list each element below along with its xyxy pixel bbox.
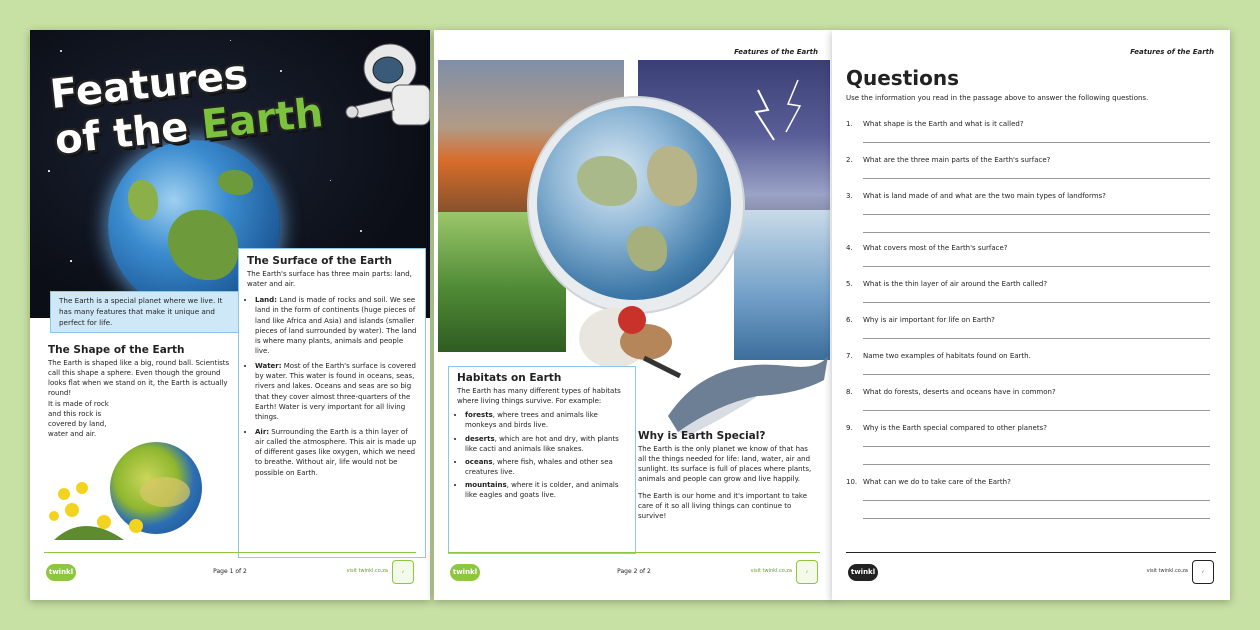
surface-section (238, 248, 426, 558)
habitat-item: • deserts, which are hot and dry, with plants like cacti and animals like snakes. (465, 434, 627, 454)
surface-heading: The Surface of the Earth (247, 255, 392, 267)
quality-badge-icon: ✓ (392, 560, 414, 584)
habitats-heading: Habitats on Earth (457, 372, 562, 384)
question-text: What are the three main parts of the Earth's surface? (863, 156, 1051, 164)
answer-line[interactable] (863, 374, 1210, 375)
question-text: Why is air important for life on Earth? (863, 316, 995, 324)
habitats-intro: The Earth has many different types of habitats where living things survive. For example: (457, 387, 621, 406)
question-text: What is the thin layer of air around the Earth called? (863, 280, 1048, 288)
surface-item-air: • Air: Surrounding the Earth is a thin layer of air called the atmosphere. This air is made up of different gases like oxygen, which we need to breathe. Without air, life would not be possible on Earth. (255, 427, 417, 478)
page-header: Features of the Earth (1130, 48, 1214, 56)
visit-link[interactable]: visit twinkl.co.za (346, 568, 388, 574)
question-text: Why is the Earth special compared to other planets? (863, 424, 1047, 432)
quality-badge-icon: ✓ (796, 560, 818, 584)
shape-text: The Earth is shaped like a big, round ball. Scientists call this shape a sphere. Even though the ground looks flat when we stand on it, the Earth is actually round! (48, 359, 230, 398)
why-section (638, 430, 818, 527)
worksheet-page-3 (832, 30, 1230, 600)
habitat-item: • mountains, where it is colder, and animals like eagles and goats live. (465, 480, 627, 500)
answer-line[interactable] (863, 446, 1210, 447)
why-paragraph-2: The Earth is our home and it's important to take care of it so all living things can continue to survive! (638, 491, 808, 520)
twinkl-logo: twinkl (450, 564, 480, 581)
question-number: 2. (846, 156, 853, 164)
page-number: Page 2 of 2 (617, 568, 651, 575)
habitats-section (448, 366, 636, 554)
question-number: 8. (846, 388, 853, 396)
answer-line[interactable] (863, 338, 1210, 339)
question-number: 3. (846, 192, 853, 200)
twinkl-logo: twinkl (848, 564, 878, 581)
worksheet-page-2 (434, 30, 834, 600)
quality-badge-icon: ✓ (1192, 560, 1214, 584)
question-text: What can we do to take care of the Earth? (863, 478, 1011, 486)
flower-illustration (44, 482, 164, 542)
surface-item-water: • Water: Most of the Earth's surface is covered by water. This water is found in oceans, seas, rivers and lakes. Oceans and seas are so big that they cover almost three-quarters of the Earth! Water is very important for all living things. (255, 361, 417, 422)
worksheet-page-1 (30, 30, 430, 600)
questions-instructions: Use the information you read in the passage above to answer the following questions. (846, 94, 1149, 102)
surface-intro: The Earth's surface has three main parts: land, water and air. (247, 270, 412, 289)
why-heading: Why is Earth Special? (638, 430, 766, 442)
page-footer (30, 552, 430, 600)
shape-heading: The Shape of the Earth (48, 344, 185, 356)
question-number: 4. (846, 244, 853, 252)
habitat-item: • oceans, where fish, whales and other sea creatures live. (465, 457, 627, 477)
question-text: What shape is the Earth and what is it called? (863, 120, 1024, 128)
answer-line[interactable] (863, 464, 1210, 465)
answer-line[interactable] (863, 302, 1210, 303)
answer-line[interactable] (863, 214, 1210, 215)
question-number: 5. (846, 280, 853, 288)
question-number: 7. (846, 352, 853, 360)
question-number: 10. (846, 478, 858, 486)
visit-link[interactable]: visit twinkl.co.za (750, 568, 792, 574)
page-footer (832, 552, 1230, 600)
page-footer (434, 552, 834, 600)
whale-illustration (648, 336, 834, 436)
answer-line[interactable] (863, 178, 1210, 179)
question-number: 6. (846, 316, 853, 324)
questions-title: Questions (846, 66, 960, 90)
answer-line[interactable] (863, 266, 1210, 267)
answer-line[interactable] (863, 500, 1210, 501)
answer-line[interactable] (863, 142, 1210, 143)
why-paragraph-1: The Earth is the only planet we know of that has all the things needed for life: land, water, air and sunlight. Its surface is full of places where plants, animals and people can grow and live happily. (638, 445, 812, 484)
answer-line[interactable] (863, 410, 1210, 411)
question-text: Name two examples of habitats found on Earth. (863, 352, 1031, 360)
question-text: What covers most of the Earth's surface? (863, 244, 1008, 252)
twinkl-logo: twinkl (46, 564, 76, 581)
answer-line[interactable] (863, 232, 1210, 233)
question-number: 1. (846, 120, 853, 128)
question-number: 9. (846, 424, 853, 432)
astronaut-illustration (330, 30, 430, 150)
question-text: What do forests, deserts and oceans have in common? (863, 388, 1056, 396)
question-text: What is land made of and what are the two main types of landforms? (863, 192, 1106, 200)
page-header: Features of the Earth (734, 48, 818, 56)
answer-line[interactable] (863, 518, 1210, 519)
page-number: Page 1 of 2 (213, 568, 247, 575)
habitat-item: • forests, where trees and animals like monkeys and birds live. (465, 410, 627, 430)
shape-text-2: It is made of rock and this rock is covered by land, water and air. (48, 399, 109, 438)
visit-link[interactable]: visit twinkl.co.za (1146, 568, 1188, 574)
surface-item-land: • Land: Land is made of rocks and soil. We see land in the form of continents (huge pieces of land like Africa and Asia) and islands (smaller pieces of land surrounded by water). The land is where many plants, animals and people live. (255, 295, 417, 356)
shape-section (48, 344, 238, 439)
intro-callout: The Earth is a special planet where we live. It has many features that make it unique and perfect for life. (50, 291, 240, 333)
main-title: Features of the Earth (47, 51, 326, 164)
